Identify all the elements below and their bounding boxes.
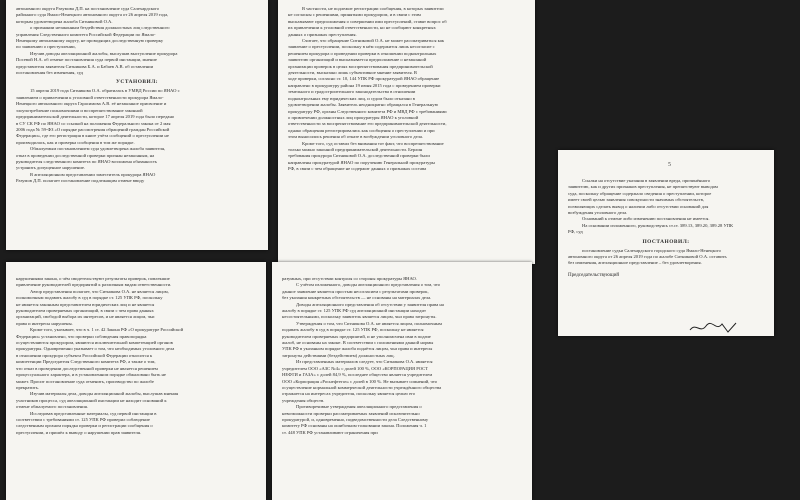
text-line: решением прокурора о проведении проверки в отношении подконтрольных bbox=[288, 50, 437, 56]
text-line: Ссылки на отсутствие указания в заявлении вреда, причинённого bbox=[582, 178, 711, 183]
text-line: В частности, не подлежит регистрации сообщения, в которых заявители bbox=[302, 6, 444, 11]
text-line: деятельности, высказано лишь субъективное мнение заявителя. В bbox=[288, 70, 417, 76]
text-line: подавать жалобу в суд в порядке ст. 125 УПК РФ, поскольку не является bbox=[282, 327, 424, 333]
text-line: удовлетворении жалобы. Заявитель неоднократно обращался в Генеральную bbox=[288, 102, 439, 108]
text-line: нарушениями закона, о чём свидетельствуют результаты проверок, повлекшие bbox=[16, 276, 170, 281]
text-line: подконтрольных ему юридических лиц, и судом было отказано в bbox=[288, 95, 415, 101]
text-line: несостоятельными, поскольку заявитель является лицом, чьи права затронуты. bbox=[282, 314, 437, 320]
text-line: может. Просит постановление суда отменить, производство по жалобе bbox=[16, 378, 154, 384]
text-line: не согласны с решениями, принятыми прокурором, и в связи с этим bbox=[288, 12, 421, 18]
text-line: отражается на интересах учредителя, поскольку является целью его bbox=[282, 391, 416, 397]
text-line: руководителя следственного комитета по ЯНАО возложена обязанность bbox=[16, 158, 158, 164]
text-line: злоупотребление полномочиями и воспрепятствование законной bbox=[16, 107, 143, 113]
text-line: Считает, что обращение Ситниковой О.А. не может рассматриваться как bbox=[302, 38, 445, 44]
text-line: осуществление нормальной коммерческой деятельности учреждённого общества bbox=[282, 384, 442, 390]
text-line: только можно законной предпринимательской деятельности. Берлин bbox=[288, 146, 423, 152]
text-line: позволяющих сделать вывод о наличии либо отсутствии оснований для bbox=[568, 203, 709, 209]
text-line: Оснований к отмене либо изменению постановления не имеется. bbox=[582, 216, 710, 222]
text-line: УПК РФ в указанном порядке жалоба подаётся лицом, чьи права и интересы bbox=[282, 346, 433, 352]
text-line: о признании незаконным бездействия должностных лиц следственного bbox=[30, 25, 170, 31]
page-5-text-resolution bbox=[568, 248, 764, 267]
page-1-heading: УСТАНОВИЛ: bbox=[115, 79, 159, 86]
text-line: без указания конкретных обстоятельств — не основаны на материалах дела. bbox=[282, 295, 432, 301]
document-page-5 bbox=[558, 150, 774, 336]
text-line: организации проверок в целях воспрепятствования предпринимательской bbox=[288, 63, 433, 69]
text-line: направлено в прокуратуру района 19 июня 2015 года с проведением проверки bbox=[288, 82, 441, 88]
text-line: преступлении, и пришёл к выводу о нарушении прав заявителя. bbox=[16, 429, 142, 435]
text-line: 15 апреля 2019 года Ситникова О.А. обратилась в УМВД России по ЯНАО с bbox=[30, 88, 180, 94]
text-line: предпринимательской деятельности, которое 17 апреля 2019 года было передано bbox=[16, 114, 175, 120]
text-line: На основании изложенного, руководствуясь ст.ст. 389.13, 389.20, 389.28 УПК bbox=[582, 222, 734, 228]
text-line: по заявлению о преступлении, bbox=[16, 44, 76, 50]
text-line: ходе проверки, согласно ст. 10, 144 УПК РФ прокуратурой ЯНАО обращение bbox=[288, 76, 440, 82]
text-line: без изменения, апелляционное представление – без удовлетворения. bbox=[568, 260, 702, 266]
text-line: Ненецкого автономного округа Гарасимова А.В. её незаконное присвоение и bbox=[16, 101, 167, 107]
text-line: постановление судьи Салехардского городского суда Ямало-Ненецкого bbox=[582, 247, 721, 253]
text-line: о привлечении должностных лиц прокуратуры ЯНАО к уголовной bbox=[288, 114, 419, 120]
text-line: их привлечении к уголовной ответственности, но не сообщают конкретных bbox=[288, 25, 436, 31]
text-line: устранить допущенное нарушение. bbox=[16, 165, 86, 171]
text-line: разумных, при отсутствии контроля со стороны прокуратуры ЯНАО. bbox=[282, 276, 418, 281]
text-line: 2006 года № 59-ФЗ «О порядке рассмотрения обращений граждан Российской bbox=[16, 126, 170, 132]
page-5-heading: ПОСТАНОВИЛ: bbox=[642, 238, 690, 245]
text-line: однако обращения регистрировались как сообщения о преступлении и при bbox=[288, 127, 435, 133]
text-line: ответственности за воспрепятствование его предпринимательской деятельности, bbox=[288, 121, 447, 127]
text-line: Кроме того, суд оставил без внимания тот факт, что воспрепятствование bbox=[302, 140, 444, 146]
text-line: заявлением о привлечении к уголовной ответственности прокурора Ямало- bbox=[16, 94, 164, 100]
text-line: заявление о преступлении, поскольку в нём содержится лишь несогласие с bbox=[288, 44, 435, 50]
text-line: этом выносились решения об отказе в возбуждении уголовного дела. bbox=[288, 134, 424, 140]
text-line: данных о признаках преступления. bbox=[288, 31, 357, 37]
text-line: автономного округа Разумова Д.П. на постановление суда Салехардского bbox=[16, 6, 160, 11]
text-line: права и интересы нарушены. bbox=[16, 320, 73, 326]
text-line: Доводы апелляционного представления об отсутствии у заявителя права на bbox=[296, 301, 444, 307]
document-page-2 bbox=[278, 0, 535, 264]
text-line: что отказ в проведении доследственной проверки не является решением bbox=[16, 365, 158, 371]
text-line: Утверждения о том, что Ситникова О.А. не является лицом, полномочным bbox=[296, 320, 442, 326]
text-line: прокуратуры. Одновременно указывает о том, что необходимых уголовного дела bbox=[16, 346, 175, 352]
text-line: Кроме того, указывает, что в ч. 1 ст. 42 Закона РФ «О прокуратуре Российской bbox=[30, 327, 184, 333]
text-line: районного суда Ямало-Ненецкого автономного округа от 26 апреля 2019 года, bbox=[16, 12, 169, 18]
text-line: суда, поскольку обращение содержало сведения о преступлении, которое bbox=[568, 190, 712, 196]
text-line: производилась, как и проверка сообщения в том же порядке. bbox=[16, 139, 135, 145]
text-line: жалоб, не основаны на законе. В соответствии с положениями данной нормы bbox=[282, 340, 434, 346]
page-2-text-body bbox=[288, 6, 525, 173]
text-line: данное заявление является простым несогласием с результатами проверок, bbox=[282, 288, 429, 294]
text-line: в отношении прокурора субъекта Российской Федерации относится к bbox=[16, 352, 153, 358]
text-line: Автор представления полагает, что Ситникова О.А. не является лицом, bbox=[30, 288, 169, 294]
text-line: Ненецкому автономному округу, не проводящих доследственную проверку bbox=[16, 38, 164, 44]
text-line: руководителем проверяемых организаций, в связи с чем права данных bbox=[16, 308, 154, 314]
document-page-1 bbox=[6, 0, 268, 250]
text-line: Посевой Н.А. об отмене постановления суда первой инстанции, мнение bbox=[16, 57, 157, 63]
text-line: Исследовав представленные материалы, суд первой инстанции в bbox=[30, 410, 157, 416]
text-line: постановления без изменения, суд bbox=[16, 70, 84, 76]
text-line: осуществляются прокурором, являются исключительной компетенцией органов bbox=[16, 340, 173, 346]
document-page-4 bbox=[272, 262, 532, 500]
text-line: прекратить. bbox=[16, 384, 39, 390]
text-line: В апелляционном представлении заместитель прокурора ЯНАО bbox=[30, 171, 156, 177]
text-line: процессуального характера, и в установленном порядке обжаловано быть не bbox=[16, 372, 166, 378]
text-line: организаций, свободой выбора их интересов, и не является лицом, чьи bbox=[16, 314, 155, 320]
text-line: Федерации», где его регистрация в книге учёта сообщений о преступлении не bbox=[16, 133, 169, 139]
text-line: РФ, в связи с чем обращение не содержит данных о признаках состава bbox=[288, 166, 427, 172]
text-line: Противоречивые утверждения апелляционного представления о bbox=[296, 404, 422, 410]
text-line: в СУ СК РФ по ЯНАО со ссылкой на положения Федерального закона от 2 мая bbox=[16, 120, 171, 126]
text-line: представителя заявителя Ситникова Б.А. и Бабаев А.В. об оставлении bbox=[16, 63, 154, 69]
signature-mark bbox=[688, 320, 748, 336]
page-4-text-body bbox=[282, 276, 522, 436]
text-line: имеет своей целью заявления совокупности значимых обстоятельств, bbox=[568, 197, 705, 203]
page-5-number: 5 bbox=[668, 162, 671, 168]
text-line: Изучив материалы дела, доводы апелляционной жалобы, выслушав мнения bbox=[30, 391, 179, 397]
document-page-3 bbox=[6, 262, 266, 500]
text-line: Изучив доводы апелляционной жалобы, выслушав выступление прокурора bbox=[30, 50, 178, 56]
text-line: возбуждения уголовного дела. bbox=[568, 210, 628, 216]
text-line: затронуты действиями (бездействием) должностных лиц. bbox=[282, 352, 395, 358]
text-line: заявителю организаций и высказывается предположение о незаконной bbox=[288, 57, 427, 63]
page-3-text-body bbox=[16, 276, 256, 436]
text-line: заявителю, как и других признаков преступления, не препятствуют выводам bbox=[568, 184, 718, 190]
page-5-text-top bbox=[568, 178, 764, 236]
text-line: невозможности проверки рассматриваемых заявлений исключительно bbox=[282, 410, 420, 416]
text-line: Разумов Д.П. полагает постановление подлежащим отмене ввиду bbox=[16, 178, 145, 184]
text-line: отказ в проведении доследственной проверки признан незаконным, на bbox=[16, 152, 155, 158]
text-line: земельного и градостроительного законодательства в отношении bbox=[288, 89, 416, 95]
text-line: РФ, суд bbox=[568, 229, 583, 235]
text-line: требования прокурора Ситниковой О.А. доследственной проверки были bbox=[288, 153, 430, 159]
text-line: учредителем ООО «АЗС №4» с долей 100 %, ООО «КОРПОРАЦИЯ РОСТ bbox=[282, 365, 429, 371]
text-line: направлены прокуратурой ЯНАО по поручению Генеральной прокуратуры bbox=[288, 159, 435, 165]
text-line: учреждения обществ. bbox=[282, 397, 325, 403]
text-line: ООО «Корпорация «Роснефтегаз» с долей в 100 %. Не вызывает сомнений, что bbox=[282, 378, 438, 384]
text-line: которым удовлетворена жалоба Ситниковой О.А. bbox=[16, 18, 113, 24]
page-5-signature-label: Председательствующий bbox=[568, 272, 620, 278]
text-line: участников процесса, суд апелляционной инстанции не находит оснований к bbox=[16, 397, 167, 403]
text-line: Обжалуемым постановлением суда удовлетворена жалоба заявителя, bbox=[30, 146, 166, 152]
text-line: НЕФТИ и ГАЗА» с долей 84,9 %, последнее общество является учредителем bbox=[282, 372, 433, 378]
text-line: привлечение руководителей предприятий к различным видам ответственности. bbox=[16, 282, 172, 288]
text-line: соответствии с требованиями ст. 125 УПК РФ проверил соблюдение bbox=[16, 416, 150, 422]
page-1-text-body bbox=[16, 88, 258, 184]
text-line: С учётом изложенного, доводы апелляционного представления о том, что bbox=[296, 282, 441, 288]
text-line: полномочным подавать жалобу в суд в порядке ст. 125 УПК РФ, поскольку bbox=[16, 295, 163, 301]
text-line: высказывают предположения о совершении ими преступлений, ставят вопрос об bbox=[288, 18, 447, 24]
text-line: жалобу в порядке ст. 125 УПК РФ суд апелляционной инстанции находит bbox=[282, 308, 426, 314]
text-line: автономного округа от 26 апреля 2019 года по жалобе Ситниковой О.А. оставить bbox=[568, 254, 727, 260]
text-line: ст. 448 УПК РФ устанавливают ограничения при bbox=[282, 429, 378, 435]
text-line: отмене обжалуемого постановления. bbox=[16, 404, 88, 410]
text-line: не является законным представителем юридических лиц и не является bbox=[16, 301, 155, 307]
text-line: Из представленных материалов следует, что Ситникова О.А. является bbox=[296, 359, 433, 365]
page-1-text-top bbox=[16, 6, 258, 76]
text-line: компетенции Председателя Следственного комитета РФ, а также о том, bbox=[16, 359, 156, 365]
text-line: управления Следственного комитета Российской Федерации по Ямало- bbox=[16, 31, 156, 37]
text-line: следственным органом порядка проверки и регистрации сообщения о bbox=[16, 423, 153, 429]
text-line: руководителем проверяемых предприятий, и не уполномочена ими в подаче bbox=[282, 333, 431, 339]
text-line: Федерации» установлено, что проверки соблюдения правопорядка bbox=[16, 333, 147, 339]
text-line: прокуратурой, и, одновременно, подведомственности дела Следственному bbox=[282, 416, 429, 422]
text-line: комитету РФ основаны на ошибочном толковании закона. Положения ч. 1 bbox=[282, 423, 427, 429]
text-line: прокуратуру РФ, органы Следственного комитета РФ и МВД РФ с требованиями bbox=[288, 108, 447, 114]
